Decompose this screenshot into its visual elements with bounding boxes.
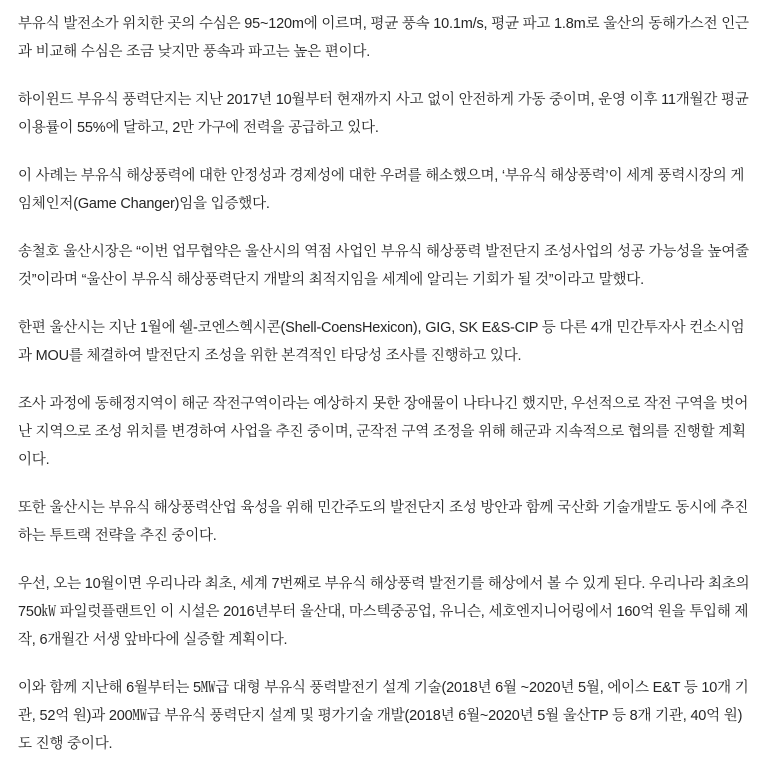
article-paragraph: 한편 울산시는 지난 1월에 쉘-코엔스헥시콘(Shell-CoensHexicon), GIG, SK E&S-CIP 등 다른 4개 민간투자사 컨소시엄과 MOU를 체결하여 발전단지 조성을 위한 본격적인 타당성 조사를 진행하고 있다. bbox=[18, 320, 745, 364]
article-paragraph: 송철호 울산시장은 “이번 업무협약은 울산시의 역점 사업인 부유식 해상풍력 발전단지 조성사업의 성공 가능성을 높여줄 것”이라며 “울산이 부유식 해상풍력단지 개발의 최적지임을 세계에 알리는 기회가 될 것”이라고 말했다. bbox=[18, 244, 749, 288]
article-paragraph: 우선, 오는 10월이면 우리나라 최초, 세계 7번째로 부유식 해상풍력 발전기를 해상에서 볼 수 있게 된다. 우리나라 최초의 750㎾ 파일럿플랜트인 이 시설은 2016년부터 울산대, 마스텍중공업, 유니슨, 세호엔지니어링에서 160억 원을 투입해 제작, 6개월간 서생 앞바다에 실증할 계획이다. bbox=[18, 576, 750, 648]
article-paragraph: 부유식 발전소가 위치한 곳의 수심은 95~120m에 이르며, 평균 풍속 10.1m/s, 평균 파고 1.8m로 울산의 동해가스전 인근과 비교해 수심은 조금 낮지만 풍속과 파고는 높은 편이다. bbox=[18, 16, 749, 60]
article-paragraph: 하이윈드 부유식 풍력단지는 지난 2017년 10월부터 현재까지 사고 없이 안전하게 가동 중이며, 운영 이후 11개월간 평균 이용률이 55%에 달하고, 2만 가구에 전력을 공급하고 있다. bbox=[18, 92, 749, 136]
article-paragraph: 이 사례는 부유식 해상풍력에 대한 안정성과 경제성에 대한 우려를 해소했으며, ‘부유식 해상풍력’이 세계 풍력시장의 게임체인저(Game Changer)임을 입증했다. bbox=[18, 168, 745, 212]
article-paragraph: 이와 함께 지난해 6월부터는 5㎿급 대형 부유식 풍력발전기 설계 기술(2018년 6월 ~2020년 5월, 에이스 E&T 등 10개 기관, 52억 원)과 200㎿급 부유식 풍력단지 설계 및 평가기술 개발(2018년 6월~2020년 5월 울산TP 등 8개 기관, 40억 원)도 진행 중이다. bbox=[18, 680, 749, 752]
article-paragraph: 또한 울산시는 부유식 해상풍력산업 육성을 위해 민간주도의 발전단지 조성 방안과 함께 국산화 기술개발도 동시에 추진하는 투트랙 전략을 추진 중이다. bbox=[18, 500, 749, 544]
article-paragraph: 조사 과정에 동해정지역이 해군 작전구역이라는 예상하지 못한 장애물이 나타나긴 했지만, 우선적으로 작전 구역을 벗어난 지역으로 조성 위치를 변경하여 사업을 추진 중이며, 군작전 구역 조정을 위해 해군과 지속적으로 협의를 진행할 계획이다. bbox=[18, 396, 749, 468]
